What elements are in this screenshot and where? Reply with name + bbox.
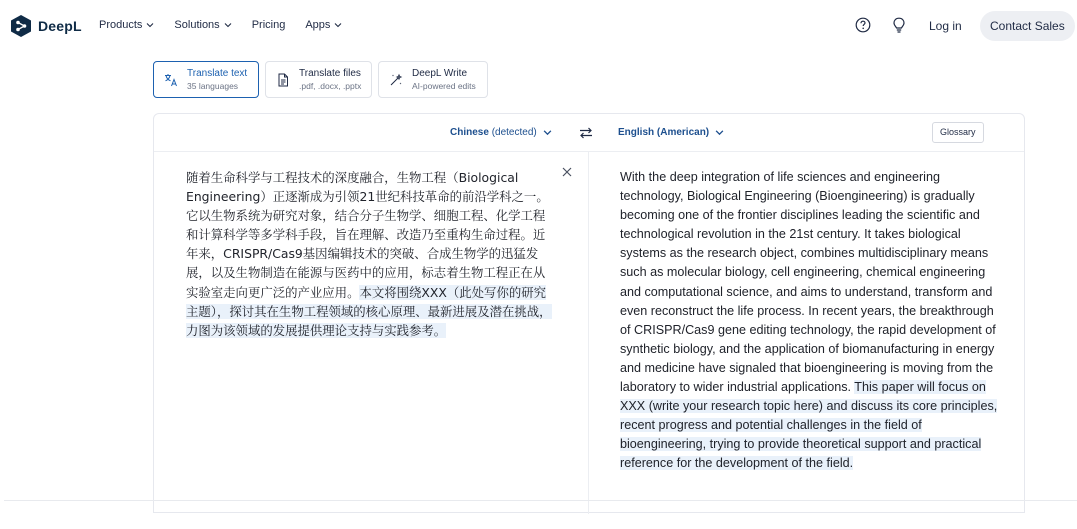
page-divider	[4, 500, 1077, 501]
language-bar	[154, 114, 1024, 152]
nav-apps-label: Apps	[305, 19, 331, 31]
source-language: Chinese	[450, 127, 489, 138]
chevron-down-icon	[543, 128, 552, 137]
glossary-button[interactable]: Glossary	[932, 122, 984, 143]
swap-languages-icon[interactable]	[578, 125, 594, 141]
target-text: With the deep integration of life sciences and engineering technology, Biological Engineering (Bioengineering) is gradually becoming one of the frontier disciplines leading the scientific and technological revolution in the 21st century. It takes biological systems as the research object, combines multidisciplinary means such as molecular biology, cell engineering, chemical engineering and computational science, and aims to understand, transform and even reconstruct the life process. In recent years, the breakthrough of CRISPR/Cas9 gene editing technology, the rapid development of synthetic biology, and the application of biomanufacturing in energy and medicine have signaled that bioengineering is moving from the laboratory to wider industrial applications.	[620, 170, 996, 395]
mode-title: Translate files	[299, 67, 361, 79]
source-language-note: (detected)	[491, 127, 537, 138]
chevron-down-icon	[334, 21, 342, 29]
mode-deepl-write[interactable]	[378, 61, 488, 98]
nav-products[interactable]	[99, 19, 154, 31]
contact-sales-button[interactable]: Contact Sales	[980, 11, 1075, 41]
deepl-logo[interactable]	[10, 14, 82, 38]
nav-solutions[interactable]	[174, 19, 231, 31]
mode-translate-files[interactable]	[265, 61, 372, 98]
chevron-down-icon	[224, 21, 232, 29]
file-icon	[276, 73, 290, 87]
nav-solutions-label: Solutions	[174, 19, 220, 31]
login-link[interactable]: Log in	[929, 19, 962, 33]
chevron-down-icon	[146, 21, 154, 29]
translation-modes	[153, 61, 488, 98]
deepl-logo-icon	[10, 14, 32, 38]
target-text-highlight: This paper will focus on XXX (write your research topic here) and discuss its core principles, recent progress and potential challenges in the field of bioengineering, trying to provide theoretical support and practical reference for the development of the field.	[620, 380, 998, 471]
mode-subtitle: 35 languages	[187, 80, 239, 91]
top-navigation	[0, 0, 1077, 52]
chevron-down-icon	[715, 128, 724, 137]
mode-translate-text[interactable]	[153, 61, 259, 98]
nav-pricing[interactable]	[252, 19, 286, 31]
source-text-area[interactable]	[186, 168, 556, 340]
mode-title: DeepL Write	[412, 67, 468, 79]
nav-pricing-label: Pricing	[251, 19, 286, 31]
target-language: English (American)	[618, 127, 710, 138]
brand-name: DeepL	[38, 18, 82, 34]
translation-output	[620, 168, 1000, 474]
translate-icon	[164, 73, 178, 87]
nav-apps[interactable]	[305, 19, 342, 31]
panel-divider	[588, 152, 589, 514]
nav-products-label: Products	[99, 19, 143, 31]
mode-subtitle: AI-powered edits	[412, 80, 476, 91]
target-language-select[interactable]	[618, 127, 724, 138]
source-text-highlight: 本文将围绕XXX（此处写你的研究主题），探讨其在生物工程领域的核心原理、最新进展及潜在挑战，力图为该领域的发展提供理论支持与实践参考。	[186, 284, 552, 338]
help-icon[interactable]	[854, 16, 872, 34]
main-menu	[99, 19, 342, 31]
write-icon	[389, 73, 403, 87]
translator-panel	[153, 113, 1025, 513]
mode-subtitle: .pdf, .docx, .pptx	[299, 80, 362, 91]
lightbulb-icon[interactable]	[890, 16, 908, 34]
source-text: 随着生命科学与工程技术的深度融合，生物工程（Biological Engineering）正逐渐成为引领21世纪科技革命的前沿学科之一。它以生物系统为研究对象，结合分子生物学、细胞工程、化学工程和计算科学等多学科手段，旨在理解、改造乃至重构生命过程。近年来，CRISPR/Cas9基因编辑技术的突破、合成生物学的迅猛发展，以及生物制造在能源与医药中的应用，标志着生物工程正在从实验室走向更广泛的产业应用。	[186, 170, 549, 300]
source-language-select[interactable]	[450, 127, 552, 138]
close-icon[interactable]	[561, 166, 573, 178]
mode-title: Translate text	[187, 67, 248, 79]
